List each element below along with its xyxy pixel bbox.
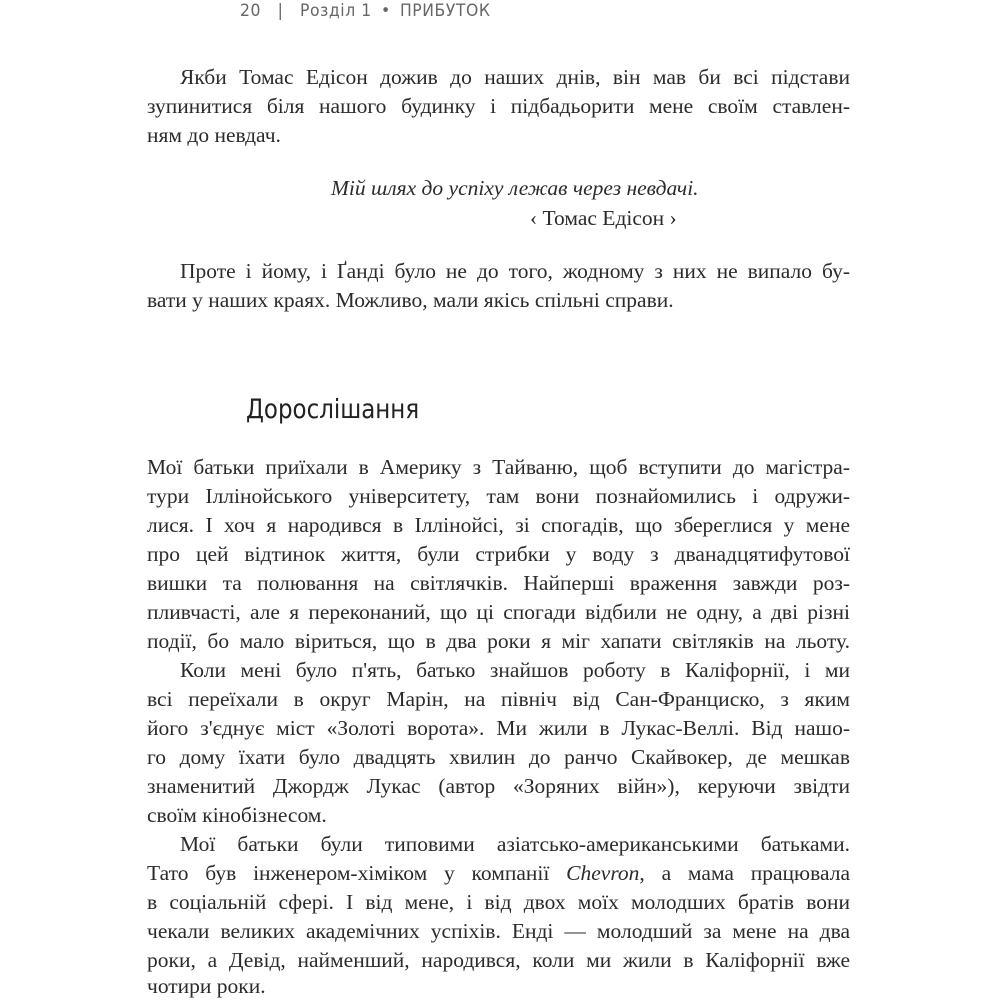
text-line: Мої батьки приїхали в Америку з Тайваню, щоб вступити до магістра- xyxy=(147,455,850,479)
text-line: Мої батьки були типовими азіатсько-американськими батьками. xyxy=(180,832,850,856)
text-line: Якби Томас Едісон дожив до наших днів, він мав би всі підстави xyxy=(180,65,850,89)
chapter-label: Розділ 1 xyxy=(299,1,372,21)
text-line: го дому їхати було двадцять хвилин до ранчо Скайвокер, де мешкав xyxy=(147,745,850,769)
text-line: його з'єднує міст «Золоті ворота». Ми жили в Лукас-Веллі. Від нашо- xyxy=(147,716,850,740)
epigraph-attribution: ‹ Томас Едісон › xyxy=(530,206,677,230)
text-line: чотири роки. xyxy=(147,974,266,998)
text-line: всі переїхали в округ Марін, на північ від Сан-Франциско, з яким xyxy=(147,687,850,711)
text-line: тури Іллінойського університету, там вони познайомились і одружи- xyxy=(147,484,850,508)
text-line: Проте і йому, і Ґанді було не до того, жодному з них не випало бу- xyxy=(180,259,850,283)
text-fragment: Тато був інженером-хіміком у компанії xyxy=(147,861,567,885)
text-line: вати у наших краях. Можливо, мали якісь спільні справи. xyxy=(147,288,674,312)
header-separator: | xyxy=(277,1,284,21)
text-line: лися. І хоч я народився в Іллінойсі, зі спогадів, що збереглися у мене xyxy=(147,513,850,537)
running-header xyxy=(240,0,491,22)
text-line: вишки та полювання на світлячків. Найперші враження завжди роз- xyxy=(147,571,850,595)
section-heading: Дорослішання xyxy=(246,394,420,425)
text-line: чекали великих академічних успіхів. Енді — молодший за мене на два xyxy=(147,919,850,943)
epigraph-quote: Мій шлях до успіху лежав через невдачі. xyxy=(331,176,699,200)
text-line: пливчасті, але я переконаний, що ці спогади відбили не одну, а дві різні xyxy=(147,600,850,624)
text-line: ням до невдач. xyxy=(147,123,281,147)
text-line: своїм кінобізнесом. xyxy=(147,803,327,827)
text-line: зупинитися біля нашого будинку і підбадьорити мене своїм ставлен- xyxy=(147,94,850,118)
page-number: 20 xyxy=(240,1,262,21)
text-line: про цей відтинок життя, були стрибки у воду з дванадцятифутової xyxy=(147,542,850,566)
text-line: в соціальній сфері. І від мене, і від двох моїх молодших братів вони xyxy=(147,890,850,914)
text-fragment: , а мама працювала xyxy=(639,861,850,885)
text-line: роки, а Девід, найменший, народився, коли ми жили в Каліфорнії вже xyxy=(147,948,850,972)
text-line: події, бо мало віриться, що в два роки я міг хапати світляків на льоту. xyxy=(147,629,850,653)
company-name: Chevron xyxy=(566,861,640,885)
text-line: Коли мені було п'ять, батько знайшов роботу в Каліфорнії, і ми xyxy=(180,658,850,682)
header-bullet: • xyxy=(380,1,391,21)
text-line: знаменитий Джордж Лукас (автор «Зоряних війн»), керуючи звідти xyxy=(147,774,850,798)
section-label: ПРИБУТОК xyxy=(399,1,491,21)
text-line xyxy=(147,859,850,887)
